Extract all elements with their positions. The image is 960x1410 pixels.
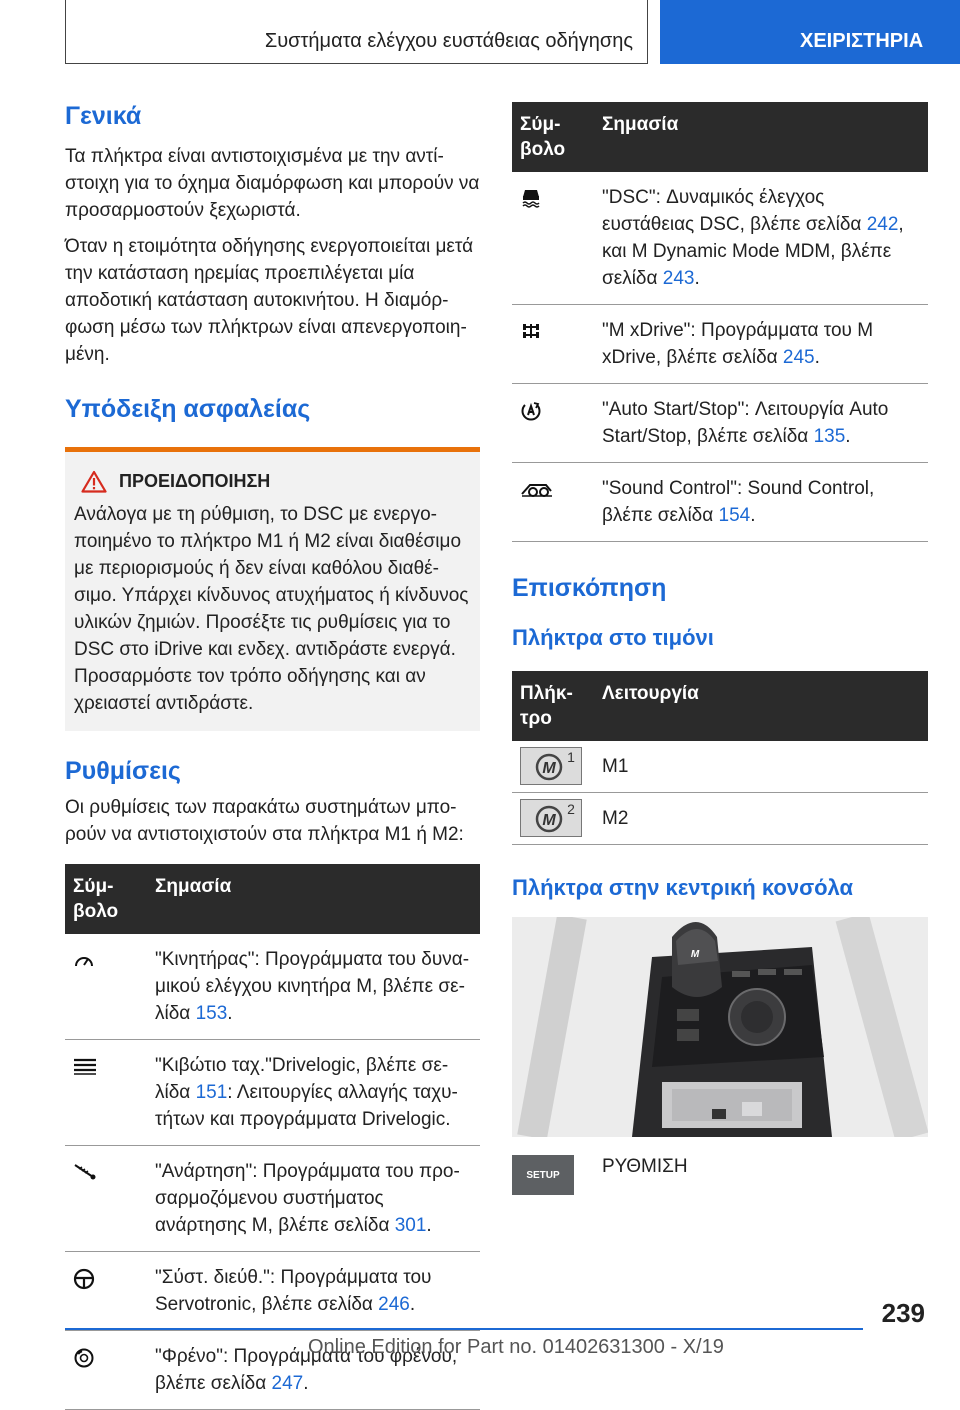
col-meaning-header: Σημασία bbox=[594, 102, 928, 172]
button-cell bbox=[512, 741, 594, 793]
chapter-tab-label: ΧΕΙΡΙΣΤΗΡΙΑ bbox=[800, 30, 924, 52]
symbol-cell bbox=[65, 1331, 147, 1410]
col-meaning-header: Σημασία bbox=[147, 864, 480, 934]
row-text-after: . bbox=[845, 426, 851, 447]
gearbox-icon bbox=[73, 1057, 97, 1075]
table-row bbox=[512, 741, 928, 793]
general-paragraph-1: Τα πλήκτρα είναι αντιστοιχισμένα με την αντί-στοιχη για το όχημα διαμόρφωση και μπορούν να προσαρμοστούν ξεχωριστά. bbox=[65, 146, 480, 221]
footer-edition: Online Edition for Part no. 01402631300 - X/19 bbox=[308, 1336, 724, 1358]
row-text-after: , και M Dynamic Mode MDM, βλέπε σελίδα bbox=[602, 214, 904, 289]
table-row bbox=[512, 172, 928, 305]
row-text: "Sound Control": Sound Control, βλέπε σελίδα bbox=[602, 478, 875, 526]
meaning-cell bbox=[594, 463, 928, 542]
setup-button-text: SETUP bbox=[526, 1169, 560, 1181]
warning-box bbox=[65, 447, 480, 731]
svg-text:M: M bbox=[542, 760, 556, 777]
setup-label: ΡΥΘΜΙΣΗ bbox=[602, 1156, 688, 1177]
row-text-after: . bbox=[409, 1294, 416, 1315]
page-link[interactable]: 242 bbox=[866, 214, 899, 235]
dsc-icon bbox=[520, 188, 542, 208]
steering-icon bbox=[73, 1268, 95, 1290]
table-row bbox=[512, 793, 928, 845]
setup-button-icon bbox=[512, 1155, 574, 1195]
symbol-cell bbox=[512, 305, 594, 384]
meaning-cell bbox=[594, 172, 928, 305]
section-title-box bbox=[65, 0, 648, 64]
table-row bbox=[65, 1252, 480, 1331]
page-link[interactable]: 243 bbox=[662, 268, 695, 289]
page-link[interactable]: 301 bbox=[394, 1215, 427, 1236]
svg-text:1: 1 bbox=[567, 749, 575, 765]
page-link[interactable]: 245 bbox=[782, 347, 815, 368]
left-column bbox=[65, 102, 480, 1410]
row-text: "DSC": Δυναμικός έλεγχος ευστάθειας DSC, βλέπε σελίδα bbox=[602, 187, 867, 235]
table-row bbox=[65, 934, 480, 1040]
steering-buttons-table bbox=[512, 671, 928, 845]
console-buttons-heading: Πλήκτρα στην κεντρική κονσόλα bbox=[512, 875, 854, 900]
page-link[interactable]: 135 bbox=[813, 426, 846, 447]
table-row bbox=[65, 1040, 480, 1146]
page-link[interactable]: 247 bbox=[271, 1373, 304, 1394]
settings-heading: Ρυθμίσεις bbox=[65, 757, 181, 785]
suspension-icon bbox=[73, 1163, 97, 1181]
row-text: "Κιβώτιο ταχ."Drivelogic, βλέπε σε-λίδα bbox=[155, 1055, 449, 1103]
engine-icon bbox=[73, 953, 95, 969]
row-text-after: . bbox=[227, 1003, 233, 1024]
settings-intro: Οι ρυθμίσεις των παρακάτω συστημάτων μπο-ρούν να αντιστοιχιστούν στα πλήκτρα M1 ή M2: bbox=[65, 797, 464, 845]
function-cell: M2 bbox=[594, 793, 928, 845]
safety-heading: Υπόδειξη ασφαλείας bbox=[65, 395, 311, 423]
row-text: "Κινητήρας": Προγράμματα του δυνα-μικού ελέγχου κινητήρα M, βλέπε σε-λίδα bbox=[155, 949, 470, 1024]
general-paragraph-2: Όταν η ετοιμότητα οδήγησης ενεργοποιείται μετά την κατάσταση ηρεμίας προεπιλέγεται μία αποδοτική κατάσταση αυτοκινήτου. Η διαμόρ-φωση μέσω των πλήκτρων είναι απενεργοποιη-μένη. bbox=[65, 236, 474, 365]
table-header-row bbox=[512, 102, 928, 172]
symbol-cell bbox=[512, 463, 594, 542]
footer-divider bbox=[65, 1328, 863, 1330]
row-text: "Ανάρτηση": Προγράμματα του προ-σαρμοζόμενου συστήματος ανάρτησης M, βλέπε σελίδα bbox=[155, 1161, 460, 1236]
steering-buttons-heading: Πλήκτρα στο τιμόνι bbox=[512, 625, 714, 650]
row-text-after: . bbox=[694, 268, 700, 289]
table-row bbox=[512, 305, 928, 384]
row-text-after: : Λειτουργίες αλλαγής ταχυ-τήτων και προγράμματα Drivelogic. bbox=[155, 1082, 458, 1130]
symbol-cell bbox=[65, 1040, 147, 1146]
xdrive-icon bbox=[520, 321, 542, 341]
row-text: "Auto Start/Stop": Λειτουργία Auto Start/Stop, βλέπε σελίδα bbox=[602, 399, 889, 447]
meaning-cell bbox=[147, 1146, 480, 1252]
symbols-table-continued bbox=[512, 102, 928, 542]
row-text: "Φρένο": Προγράμματα του φρένου, βλέπε σελίδα bbox=[155, 1346, 458, 1394]
row-text-after: . bbox=[426, 1215, 432, 1236]
meaning-cell bbox=[147, 1252, 480, 1331]
svg-text:M: M bbox=[542, 812, 556, 829]
meaning-cell bbox=[147, 1040, 480, 1146]
table-header-row bbox=[512, 671, 928, 741]
symbol-cell bbox=[512, 172, 594, 305]
col-symbol-header: Σύμ-βολο bbox=[512, 102, 594, 172]
svg-text:M: M bbox=[690, 949, 700, 960]
table-row bbox=[65, 1146, 480, 1252]
center-console-illustration bbox=[512, 917, 928, 1137]
warning-header bbox=[81, 470, 470, 493]
m1-button-icon bbox=[520, 747, 582, 785]
section-title: Συστήματα ελέγχου ευστάθειας οδήγησης bbox=[264, 30, 633, 52]
meaning-cell bbox=[594, 384, 928, 463]
symbol-cell bbox=[65, 1146, 147, 1252]
chapter-tab[interactable] bbox=[660, 0, 960, 64]
symbol-cell bbox=[65, 1252, 147, 1331]
row-text: "Σύστ. διεύθ.": Προγράμματα του Servotronic, βλέπε σελίδα bbox=[155, 1267, 432, 1315]
page-link[interactable]: 151 bbox=[195, 1082, 228, 1103]
page-link[interactable]: 153 bbox=[195, 1003, 228, 1024]
sound-control-icon bbox=[520, 480, 554, 498]
table-row bbox=[512, 384, 928, 463]
center-console-photo bbox=[512, 917, 928, 1137]
row-text-after: . bbox=[814, 347, 820, 368]
warning-text: Ανάλογα με τη ρύθμιση, το DSC με ενεργο-ποιημένο το πλήκτρο M1 ή M2 είναι διαθέσιμο με περιορισμούς ή δεν είναι καθόλου διαθέ-σιμο. Υπάρχει κίνδυνος ατυχήματος ή κίνδυνος υλικών ζημιών. Προσέξτε τις ρυθμίσεις για το DSC στο iDrive και ενδεχ. αντιδράστε ενεργά. Προσαρμόστε τον τρόπο οδήγησης και αν χρειαστεί αντιδράστε. bbox=[74, 504, 469, 714]
general-heading: Γενικά bbox=[65, 102, 142, 130]
meaning-cell bbox=[594, 305, 928, 384]
page-header bbox=[0, 0, 960, 66]
row-text-after: . bbox=[750, 505, 756, 526]
col-button-header: Πλήκ-τρο bbox=[512, 671, 594, 741]
warning-triangle-icon bbox=[81, 470, 107, 493]
auto-start-stop-icon bbox=[520, 400, 542, 422]
row-text-after: . bbox=[303, 1373, 309, 1394]
warning-title: ΠΡΟΕΙΔΟΠΟΙΗΣΗ bbox=[119, 471, 271, 491]
meaning-cell bbox=[147, 934, 480, 1040]
col-function-header: Λειτουργία bbox=[594, 671, 928, 741]
table-row bbox=[512, 463, 928, 542]
page-link[interactable]: 246 bbox=[378, 1294, 410, 1315]
setup-row bbox=[512, 1155, 928, 1195]
right-column bbox=[512, 102, 928, 1195]
symbol-cell bbox=[65, 934, 147, 1040]
svg-text:2: 2 bbox=[567, 801, 575, 817]
col-symbol-header: Σύμ-βολο bbox=[65, 864, 147, 934]
function-cell: M1 bbox=[594, 741, 928, 793]
row-text: "M xDrive": Προγράμματα του M xDrive, βλέπε σελίδα bbox=[602, 320, 874, 368]
m2-button-icon bbox=[520, 799, 582, 837]
symbol-cell bbox=[512, 384, 594, 463]
page-link[interactable]: 154 bbox=[718, 505, 751, 526]
button-cell bbox=[512, 793, 594, 845]
brake-icon bbox=[73, 1347, 95, 1369]
page-number: 239 bbox=[881, 1298, 925, 1328]
overview-heading: Επισκόπηση bbox=[512, 574, 667, 602]
table-header-row bbox=[65, 864, 480, 934]
